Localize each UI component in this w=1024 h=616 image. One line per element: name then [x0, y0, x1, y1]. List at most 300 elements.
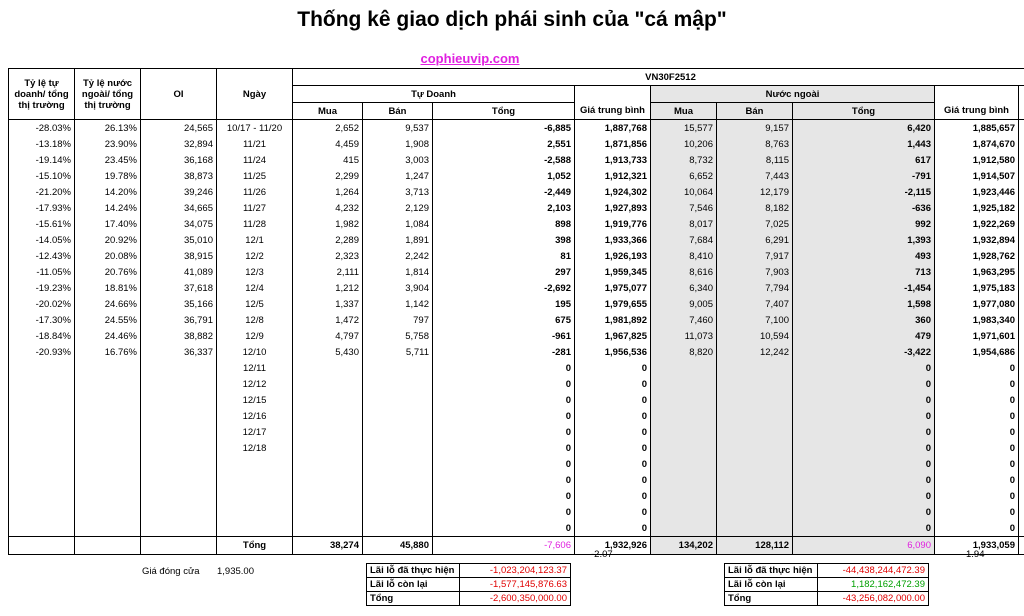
cell-nn-ban: 8,763	[717, 136, 793, 152]
header-oi: OI	[141, 69, 217, 120]
cell-td-gia: 0	[575, 520, 651, 537]
cell-td-tong: 0	[433, 520, 575, 537]
total-empty-cell	[9, 537, 75, 555]
cell-ratio-nn	[75, 456, 141, 472]
cell-nn-tong: 0	[793, 408, 935, 424]
cell-extra	[1019, 280, 1024, 296]
cell-date: 12/17	[217, 424, 293, 440]
cell-nn-mua: 7,546	[651, 200, 717, 216]
cell-date: 12/10	[217, 344, 293, 360]
cell-ratio-nn: 23.45%	[75, 152, 141, 168]
cell-nn-mua	[651, 520, 717, 537]
cell-nn-tong: 1,598	[793, 296, 935, 312]
cell-nn-gia: 1,975,183	[935, 280, 1019, 296]
cell-nn-mua: 7,684	[651, 232, 717, 248]
cell-td-mua: 5,430	[293, 344, 363, 360]
cell-td-ban	[363, 520, 433, 537]
cell-ratio-nn: 18.81%	[75, 280, 141, 296]
cell-ratio-nn: 24.46%	[75, 328, 141, 344]
cell-extra	[1019, 408, 1024, 424]
cell-td-mua	[293, 520, 363, 537]
cell-nn-ban: 12,179	[717, 184, 793, 200]
cell-ratio-td: -15.61%	[9, 216, 75, 232]
cell-td-gia: 0	[575, 440, 651, 456]
cell-oi: 34,075	[141, 216, 217, 232]
cell-ratio-nn: 16.76%	[75, 344, 141, 360]
cell-ratio-td: -15.10%	[9, 168, 75, 184]
cell-nn-tong: 6,420	[793, 120, 935, 137]
cell-nn-tong: 0	[793, 504, 935, 520]
cell-td-tong: 0	[433, 392, 575, 408]
cell-date: 11/27	[217, 200, 293, 216]
cell-date	[217, 504, 293, 520]
cell-nn-tong: 0	[793, 360, 935, 376]
cell-ratio-nn: 24.66%	[75, 296, 141, 312]
cell-date: 12/18	[217, 440, 293, 456]
cell-nn-mua: 6,340	[651, 280, 717, 296]
cell-nn-tong: 0	[793, 488, 935, 504]
cell-td-tong: 0	[433, 376, 575, 392]
cell-nn-ban	[717, 504, 793, 520]
cell-oi	[141, 376, 217, 392]
cell-date: 10/17 - 11/20	[217, 120, 293, 137]
pl-nn-realized-value: -44,438,244,472.39	[818, 564, 929, 578]
cell-nn-ban	[717, 392, 793, 408]
table-row	[9, 504, 1024, 520]
cell-td-tong: 297	[433, 264, 575, 280]
cell-ratio-td	[9, 488, 75, 504]
cell-ratio-td	[9, 424, 75, 440]
cell-ratio-nn: 17.40%	[75, 216, 141, 232]
cell-td-gia: 0	[575, 472, 651, 488]
table-row	[9, 472, 1024, 488]
cell-nn-tong: 992	[793, 216, 935, 232]
table-row	[9, 392, 1024, 408]
cell-nn-tong: -791	[793, 168, 935, 184]
cell-ratio-nn	[75, 376, 141, 392]
cell-extra	[1019, 488, 1024, 504]
cell-nn-tong: -1,454	[793, 280, 935, 296]
pl-td-remaining-value: -1,577,145,876.63	[460, 578, 571, 592]
cell-extra	[1019, 136, 1024, 152]
cell-ratio-td: -18.84%	[9, 328, 75, 344]
header-nn-tong: Tổng	[793, 103, 935, 120]
cell-nn-tong: 0	[793, 520, 935, 537]
cell-nn-tong: 493	[793, 248, 935, 264]
cell-td-mua: 1,212	[293, 280, 363, 296]
header-contract: VN30F2512	[293, 69, 1024, 86]
cell-date: 11/26	[217, 184, 293, 200]
close-price-label: Giá đóng cửa	[142, 566, 200, 577]
table-row	[9, 488, 1024, 504]
cell-td-ban: 1,084	[363, 216, 433, 232]
cell-ratio-td	[9, 408, 75, 424]
cell-nn-ban: 7,917	[717, 248, 793, 264]
cell-oi: 38,873	[141, 168, 217, 184]
cell-nn-ban	[717, 360, 793, 376]
cell-nn-mua	[651, 456, 717, 472]
cell-nn-tong: 360	[793, 312, 935, 328]
cell-td-tong: -281	[433, 344, 575, 360]
td-diff: -2.07	[591, 549, 613, 560]
cell-date: 12/15	[217, 392, 293, 408]
cell-td-ban: 1,142	[363, 296, 433, 312]
cell-ratio-td: -20.02%	[9, 296, 75, 312]
cell-td-tong: 0	[433, 504, 575, 520]
cell-nn-gia: 0	[935, 360, 1019, 376]
cell-td-mua: 2,652	[293, 120, 363, 137]
cell-oi	[141, 520, 217, 537]
cell-td-ban	[363, 456, 433, 472]
cell-nn-mua: 8,732	[651, 152, 717, 168]
cell-oi: 34,665	[141, 200, 217, 216]
cell-nn-mua	[651, 424, 717, 440]
cell-nn-ban: 8,182	[717, 200, 793, 216]
cell-nn-mua: 6,652	[651, 168, 717, 184]
cell-td-gia: 1,959,345	[575, 264, 651, 280]
cell-nn-mua: 9,005	[651, 296, 717, 312]
cell-ratio-td: -14.05%	[9, 232, 75, 248]
cell-nn-mua	[651, 488, 717, 504]
cell-nn-ban	[717, 456, 793, 472]
cell-oi	[141, 504, 217, 520]
cell-ratio-td: -19.14%	[9, 152, 75, 168]
cell-oi: 36,168	[141, 152, 217, 168]
cell-extra	[1019, 152, 1024, 168]
header-td-mua: Mua	[293, 103, 363, 120]
cell-nn-ban: 12,242	[717, 344, 793, 360]
cell-td-tong: 0	[433, 360, 575, 376]
pl-td-total-label: Tổng	[367, 592, 460, 606]
cell-td-mua: 2,289	[293, 232, 363, 248]
cell-oi: 32,894	[141, 136, 217, 152]
cell-td-ban: 1,247	[363, 168, 433, 184]
cell-nn-gia: 1,885,657	[935, 120, 1019, 137]
cell-nn-gia: 0	[935, 456, 1019, 472]
cell-nn-gia: 0	[935, 376, 1019, 392]
cell-oi: 37,618	[141, 280, 217, 296]
cell-td-gia: 1,979,655	[575, 296, 651, 312]
cell-oi: 35,166	[141, 296, 217, 312]
header-nn-gia: Giá trung bình	[935, 103, 1019, 120]
table-row	[9, 376, 1024, 392]
cell-nn-gia: 0	[935, 392, 1019, 408]
cell-ratio-td: -17.30%	[9, 312, 75, 328]
pl-td-realized-label: Lãi lỗ đã thực hiện	[367, 564, 460, 578]
cell-nn-gia: 0	[935, 520, 1019, 537]
total-td-tong: -7,606	[433, 537, 575, 555]
cell-ratio-td	[9, 520, 75, 537]
pl-nuoc-ngoai	[724, 563, 929, 606]
cell-td-mua: 415	[293, 152, 363, 168]
cell-extra	[1019, 520, 1024, 537]
cell-td-ban	[363, 424, 433, 440]
cell-nn-mua	[651, 440, 717, 456]
cell-nn-gia: 1,954,686	[935, 344, 1019, 360]
cell-td-tong: 0	[433, 456, 575, 472]
total-nn-mua: 134,202	[651, 537, 717, 555]
cell-td-mua	[293, 472, 363, 488]
cell-td-tong: 2,103	[433, 200, 575, 216]
cell-td-tong: 898	[433, 216, 575, 232]
cell-oi	[141, 456, 217, 472]
cell-date: 11/28	[217, 216, 293, 232]
cell-oi	[141, 424, 217, 440]
cell-oi: 39,246	[141, 184, 217, 200]
cell-td-gia: 1,956,536	[575, 344, 651, 360]
total-empty-cell	[1019, 537, 1024, 555]
cell-date: 12/16	[217, 408, 293, 424]
cell-td-tong: -2,588	[433, 152, 575, 168]
cell-td-ban: 1,814	[363, 264, 433, 280]
cell-td-gia: 1,926,193	[575, 248, 651, 264]
cell-td-tong: 675	[433, 312, 575, 328]
cell-td-ban	[363, 408, 433, 424]
cell-td-mua	[293, 376, 363, 392]
cell-nn-ban: 10,594	[717, 328, 793, 344]
header-nuoc-ngoai: Nước ngoài	[651, 86, 935, 103]
page-title: Thống kê giao dịch phái sinh của "cá mập"	[297, 8, 727, 31]
cell-nn-ban: 7,025	[717, 216, 793, 232]
cell-nn-gia: 1,923,446	[935, 184, 1019, 200]
cell-nn-mua: 8,017	[651, 216, 717, 232]
cell-td-mua	[293, 408, 363, 424]
cell-td-gia: 1,919,776	[575, 216, 651, 232]
cell-nn-ban	[717, 488, 793, 504]
table-row	[9, 232, 1024, 248]
cell-td-ban	[363, 472, 433, 488]
cell-date: 11/21	[217, 136, 293, 152]
cell-td-mua	[293, 504, 363, 520]
cell-td-ban: 3,003	[363, 152, 433, 168]
cell-td-ban	[363, 488, 433, 504]
site-link[interactable]: cophieuvip.com	[420, 51, 520, 66]
cell-date: 11/24	[217, 152, 293, 168]
total-nn-gia: 1,933,059	[935, 537, 1019, 555]
cell-td-ban	[363, 504, 433, 520]
cell-date	[217, 488, 293, 504]
cell-td-ban: 2,242	[363, 248, 433, 264]
cell-td-tong: -961	[433, 328, 575, 344]
table-row	[9, 136, 1024, 152]
cell-nn-ban: 7,443	[717, 168, 793, 184]
cell-date: 12/5	[217, 296, 293, 312]
cell-oi	[141, 360, 217, 376]
cell-extra	[1019, 424, 1024, 440]
cell-nn-tong: 617	[793, 152, 935, 168]
total-td-ban: 45,880	[363, 537, 433, 555]
cell-oi: 36,337	[141, 344, 217, 360]
header-ratio-nn: Tỷ lệ nước ngoài/ tổng thị trường	[75, 69, 141, 120]
cell-td-tong: 1,052	[433, 168, 575, 184]
cell-nn-gia: 1,912,580	[935, 152, 1019, 168]
cell-date: 12/9	[217, 328, 293, 344]
cell-extra	[1019, 360, 1024, 376]
cell-ratio-td: -17.93%	[9, 200, 75, 216]
cell-extra	[1019, 232, 1024, 248]
cell-nn-ban	[717, 520, 793, 537]
header-td-gia: Giá trung bình	[575, 103, 651, 120]
cell-nn-gia: 1,928,762	[935, 248, 1019, 264]
cell-nn-gia: 0	[935, 440, 1019, 456]
cell-nn-mua	[651, 392, 717, 408]
cell-td-mua	[293, 440, 363, 456]
cell-td-gia: 1,887,768	[575, 120, 651, 137]
cell-ratio-td: -13.18%	[9, 136, 75, 152]
cell-nn-gia: 1,925,182	[935, 200, 1019, 216]
cell-oi: 38,882	[141, 328, 217, 344]
cell-ratio-nn	[75, 504, 141, 520]
cell-nn-mua	[651, 408, 717, 424]
table-row	[9, 296, 1024, 312]
pl-nn-remaining-label: Lãi lỗ còn lại	[725, 578, 818, 592]
cell-td-tong: 195	[433, 296, 575, 312]
cell-ratio-td	[9, 456, 75, 472]
cell-nn-ban: 6,291	[717, 232, 793, 248]
cell-nn-tong: 713	[793, 264, 935, 280]
total-empty-cell	[141, 537, 217, 555]
cell-td-gia: 0	[575, 504, 651, 520]
cell-td-ban: 1,908	[363, 136, 433, 152]
cell-oi: 41,089	[141, 264, 217, 280]
cell-td-ban: 5,711	[363, 344, 433, 360]
table-row	[9, 408, 1024, 424]
cell-td-gia: 0	[575, 488, 651, 504]
cell-nn-ban: 7,903	[717, 264, 793, 280]
cell-td-tong: 0	[433, 408, 575, 424]
cell-ratio-td	[9, 392, 75, 408]
cell-td-gia: 1,967,825	[575, 328, 651, 344]
cell-oi: 35,010	[141, 232, 217, 248]
cell-nn-ban: 7,100	[717, 312, 793, 328]
cell-ratio-nn	[75, 408, 141, 424]
cell-td-ban: 5,758	[363, 328, 433, 344]
cell-nn-mua: 10,064	[651, 184, 717, 200]
cell-td-tong: 0	[433, 424, 575, 440]
cell-oi: 38,915	[141, 248, 217, 264]
cell-nn-mua	[651, 360, 717, 376]
cell-nn-ban	[717, 472, 793, 488]
pl-nn-realized-label: Lãi lỗ đã thực hiện	[725, 564, 818, 578]
cell-td-ban: 3,904	[363, 280, 433, 296]
cell-ratio-td: -19.23%	[9, 280, 75, 296]
cell-nn-tong: 0	[793, 440, 935, 456]
total-td-mua: 38,274	[293, 537, 363, 555]
cell-extra	[1019, 296, 1024, 312]
cell-extra	[1019, 328, 1024, 344]
pl-tu-doanh	[366, 563, 571, 606]
cell-td-tong: 0	[433, 488, 575, 504]
header-td-tong: Tổng	[433, 103, 575, 120]
header-nn-ban: Bán	[717, 103, 793, 120]
cell-nn-gia: 0	[935, 424, 1019, 440]
cell-date: 12/11	[217, 360, 293, 376]
cell-extra	[1019, 168, 1024, 184]
cell-td-tong: -6,885	[433, 120, 575, 137]
cell-nn-ban: 9,157	[717, 120, 793, 137]
cell-extra	[1019, 120, 1024, 137]
header-nn-mua: Mua	[651, 103, 717, 120]
cell-nn-gia: 0	[935, 504, 1019, 520]
cell-td-gia: 0	[575, 456, 651, 472]
cell-nn-mua: 10,206	[651, 136, 717, 152]
cell-date: 12/2	[217, 248, 293, 264]
cell-td-gia: 1,975,077	[575, 280, 651, 296]
cell-nn-ban	[717, 408, 793, 424]
cell-td-gia: 1,981,892	[575, 312, 651, 328]
table-row	[9, 120, 1024, 137]
cell-nn-tong: 0	[793, 424, 935, 440]
header-tu-doanh: Tự Doanh	[293, 86, 575, 103]
cell-td-ban: 797	[363, 312, 433, 328]
cell-oi	[141, 472, 217, 488]
cell-td-gia: 0	[575, 424, 651, 440]
cell-td-mua: 1,337	[293, 296, 363, 312]
table-row	[9, 456, 1024, 472]
cell-nn-ban: 8,115	[717, 152, 793, 168]
cell-oi	[141, 408, 217, 424]
cell-td-gia: 1,871,856	[575, 136, 651, 152]
cell-td-gia: 1,912,321	[575, 168, 651, 184]
cell-ratio-nn: 26.13%	[75, 120, 141, 137]
table-row	[9, 312, 1024, 328]
cell-date: 12/8	[217, 312, 293, 328]
cell-ratio-td: -11.05%	[9, 264, 75, 280]
cell-ratio-nn	[75, 520, 141, 537]
cell-td-tong: 398	[433, 232, 575, 248]
cell-extra	[1019, 456, 1024, 472]
cell-extra	[1019, 440, 1024, 456]
cell-ratio-nn: 23.90%	[75, 136, 141, 152]
cell-td-mua: 1,264	[293, 184, 363, 200]
derivatives-table	[8, 68, 1024, 555]
cell-extra	[1019, 392, 1024, 408]
cell-date: 12/4	[217, 280, 293, 296]
cell-extra	[1019, 264, 1024, 280]
cell-td-ban	[363, 360, 433, 376]
cell-td-mua: 4,797	[293, 328, 363, 344]
cell-oi	[141, 440, 217, 456]
cell-nn-tong: 0	[793, 456, 935, 472]
cell-nn-ban	[717, 440, 793, 456]
cell-ratio-td: -12.43%	[9, 248, 75, 264]
table-row	[9, 248, 1024, 264]
close-price-value: 1,935.00	[217, 566, 254, 577]
total-nn-tong: 6,090	[793, 537, 935, 555]
cell-ratio-nn: 20.76%	[75, 264, 141, 280]
cell-nn-tong: 0	[793, 472, 935, 488]
cell-td-tong: 0	[433, 472, 575, 488]
cell-nn-ban	[717, 376, 793, 392]
cell-date: 12/12	[217, 376, 293, 392]
table-row	[9, 360, 1024, 376]
table-row	[9, 200, 1024, 216]
cell-td-mua: 4,459	[293, 136, 363, 152]
cell-td-gia: 0	[575, 392, 651, 408]
cell-nn-tong: -2,115	[793, 184, 935, 200]
cell-nn-mua: 15,577	[651, 120, 717, 137]
cell-ratio-nn	[75, 440, 141, 456]
cell-date	[217, 520, 293, 537]
cell-td-mua: 4,232	[293, 200, 363, 216]
cell-td-mua: 1,982	[293, 216, 363, 232]
cell-ratio-nn	[75, 360, 141, 376]
cell-td-gia: 0	[575, 408, 651, 424]
cell-nn-gia: 1,914,507	[935, 168, 1019, 184]
totals-label: Tổng	[217, 537, 293, 555]
cell-td-gia: 1,933,366	[575, 232, 651, 248]
pl-nn-remaining-value: 1,182,162,472.39	[818, 578, 929, 592]
